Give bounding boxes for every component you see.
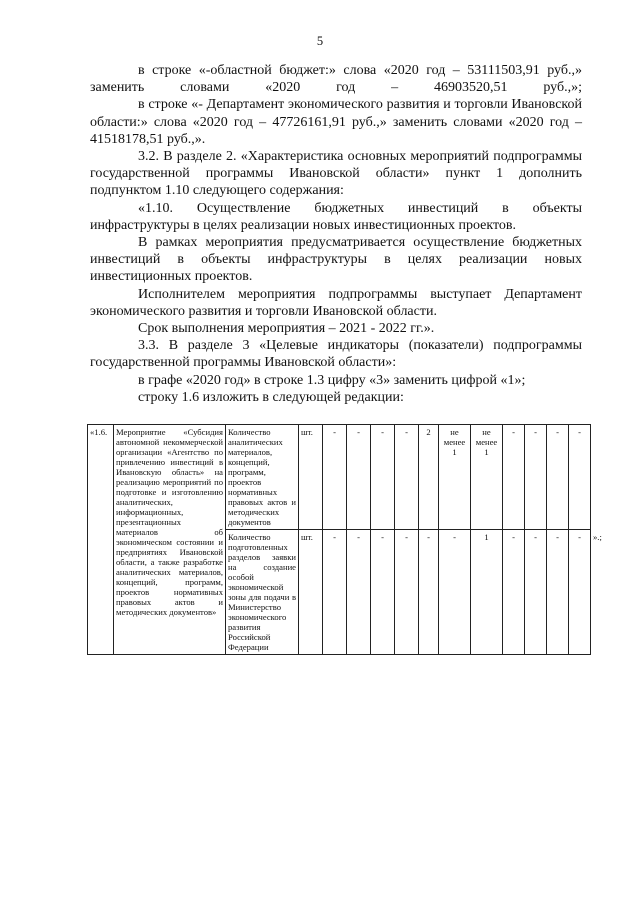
value-cell: - xyxy=(323,425,347,530)
value-cell: не менее 1 xyxy=(439,425,471,530)
indicator-cell: Количество аналитических материалов, концепций, программ, проектов нормативных правовых актов и методических документов xyxy=(226,425,299,530)
value-cell: - xyxy=(525,425,547,530)
value-cell: - xyxy=(371,530,395,655)
indicator-cell: Количество подготовленных разделов заявки на создание особой экономической зоны для подачи в Министерство экономического развития Российской Федерации xyxy=(226,530,299,655)
paragraph: «1.10. Осуществление бюджетных инвестиций в объекты инфраструктуры в целях реализации новых инвестиционных проектов. xyxy=(90,200,582,233)
indicators-table xyxy=(87,424,613,655)
paragraph: в строке «- Департамент экономического развития и торговли Ивановской области:» слова «2020 год – 47726161,91 руб.,» заменить словами «2020 год – 41518178,51 руб.,». xyxy=(90,97,582,147)
paragraph: 3.2. В разделе 2. «Характеристика основных мероприятий подпрограммы государственной программы Ивановской области» пункт 1 дополнить подпунктом 1.10 следующего содержания: xyxy=(90,149,582,199)
value-cell: - xyxy=(395,530,419,655)
document-body xyxy=(90,62,582,406)
value-cell: - xyxy=(525,530,547,655)
value-cell: - xyxy=(569,425,591,530)
row-tail: ».; xyxy=(593,531,602,542)
value-cell: - xyxy=(371,425,395,530)
value-cell: - xyxy=(347,425,371,530)
value-cell: - xyxy=(547,425,569,530)
row-tail xyxy=(591,425,613,530)
value-cell: - xyxy=(503,530,525,655)
page-number: 5 xyxy=(316,34,324,48)
paragraph: 3.3. В разделе 3 «Целевые индикаторы (показатели) подпрограммы государственной программы Ивановской области»: xyxy=(90,338,582,371)
paragraph: Исполнителем мероприятия подпрограммы выступает Департамент экономического развития и торговли Ивановской области. xyxy=(90,286,582,319)
paragraph: Срок выполнения мероприятия – 2021 - 2022 гг.». xyxy=(138,321,435,337)
value-cell: - xyxy=(503,425,525,530)
value-cell: 1 xyxy=(471,530,503,655)
paragraph: в графе «2020 год» в строке 1.3 цифру «3» заменить цифрой «1»; xyxy=(138,372,526,388)
value-cell: - xyxy=(347,530,371,655)
value-cell: - xyxy=(439,530,471,655)
unit-cell: шт. xyxy=(299,425,323,530)
row-number-cell: «1.6. xyxy=(88,425,114,655)
paragraph: строку 1.6 изложить в следующей редакции: xyxy=(138,389,404,405)
unit-cell: шт. xyxy=(299,530,323,655)
value-cell: не менее 1 xyxy=(471,425,503,530)
paragraph: В рамках мероприятия предусматривается осуществление бюджетных инвестиций в объекты инфраструктуры в целях реализации новых инвестиционных проектов. xyxy=(90,235,582,285)
activity-cell: Мероприятие «Субсидия автономной некоммерческой организации «Агентство по привлечению инвестиций в Ивановскую область» на реализацию мероприятий по подготовке и изготовлению аналитических, информационных, презентационных материалов об экономическом состоянии и предприятиях Ивановской области, а также разработке аналитических материалов, концепций, программ, проектов нормативных правовых актов и методических документов» xyxy=(114,425,226,655)
value-cell: - xyxy=(395,425,419,530)
value-cell: - xyxy=(569,530,591,655)
table-row xyxy=(88,425,613,530)
value-cell: - xyxy=(419,530,439,655)
paragraph: в строке «-областной бюджет:» слова «2020 год – 53111503,91 руб.,» заменить словами «2020 год – 46903520,51 руб.,»; xyxy=(90,63,582,96)
value-cell: 2 xyxy=(419,425,439,530)
value-cell: - xyxy=(547,530,569,655)
value-cell: - xyxy=(323,530,347,655)
